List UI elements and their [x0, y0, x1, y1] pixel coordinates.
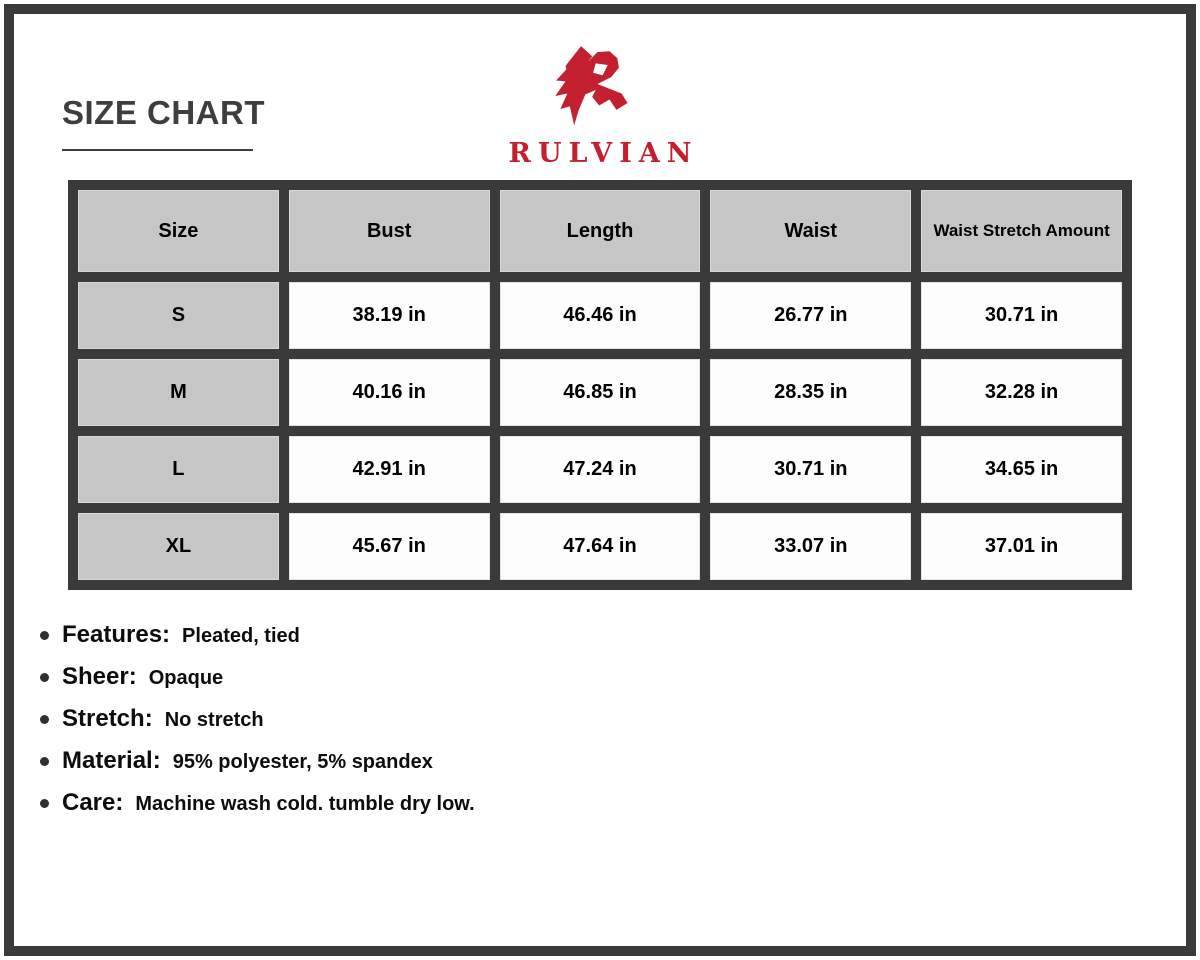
- measurement-cell: 46.46 in: [500, 282, 701, 349]
- table-row-s: [78, 282, 1122, 349]
- size-cell: XL: [78, 513, 279, 580]
- size-table-body: [78, 282, 1122, 580]
- measurement-cell: 30.71 in: [921, 282, 1122, 349]
- measurement-cell: 37.01 in: [921, 513, 1122, 580]
- detail-label: Sheer:: [62, 663, 137, 690]
- brand-logo: [0, 34, 1200, 169]
- page-title: SIZE CHART: [62, 94, 265, 131]
- bullet-icon: [40, 673, 49, 682]
- column-header-bust: Bust: [289, 190, 490, 272]
- detail-value: 95% polyester, 5% spandex: [172, 751, 433, 773]
- detail-item-care: [40, 788, 475, 819]
- bullet-icon: [40, 757, 49, 766]
- detail-label: Stretch:: [62, 705, 153, 732]
- measurement-cell: 47.64 in: [500, 513, 701, 580]
- measurement-cell: 30.71 in: [710, 436, 911, 503]
- column-header-waist: Waist: [710, 190, 911, 272]
- detail-value: No stretch: [164, 709, 264, 731]
- detail-item-sheer: [40, 662, 475, 693]
- measurement-cell: 26.77 in: [710, 282, 911, 349]
- measurement-cell: 38.19 in: [289, 282, 490, 349]
- header-row: [78, 190, 1122, 272]
- measurement-cell: 47.24 in: [500, 436, 701, 503]
- detail-label: Features:: [62, 621, 171, 648]
- table-row-m: [78, 359, 1122, 426]
- detail-item-material: [40, 746, 475, 777]
- brand-wordmark: RULVIAN: [508, 138, 699, 169]
- measurement-cell: 32.28 in: [921, 359, 1122, 426]
- column-header-length: Length: [500, 190, 701, 272]
- measurement-cell: 46.85 in: [500, 359, 701, 426]
- measurement-cell: 28.35 in: [710, 359, 911, 426]
- measurement-cell: 40.16 in: [289, 359, 490, 426]
- detail-value: Machine wash cold. tumble dry low.: [135, 793, 475, 815]
- measurement-cell: 34.65 in: [921, 436, 1122, 503]
- measurement-cell: 45.67 in: [289, 513, 490, 580]
- detail-value: Pleated, tied: [182, 625, 300, 647]
- detail-item-features: [40, 620, 475, 651]
- measurement-cell: 33.07 in: [710, 513, 911, 580]
- size-cell: M: [78, 359, 279, 426]
- detail-label: Material:: [62, 747, 161, 774]
- bullet-icon: [40, 799, 49, 808]
- product-details-list: [40, 620, 475, 830]
- bullet-icon: [40, 631, 49, 640]
- column-header-waist-stretch: Waist Stretch Amount: [921, 190, 1122, 272]
- size-table-header: [78, 190, 1122, 272]
- rulvian-r-monogram-icon: [544, 34, 656, 134]
- detail-label: Care:: [62, 789, 124, 816]
- detail-item-stretch: [40, 704, 475, 735]
- detail-value: Opaque: [148, 667, 224, 689]
- column-header-size: Size: [78, 190, 279, 272]
- size-table: [68, 180, 1132, 590]
- table-row-l: [78, 436, 1122, 503]
- size-cell: L: [78, 436, 279, 503]
- size-cell: S: [78, 282, 279, 349]
- bullet-icon: [40, 715, 49, 724]
- table-row-xl: [78, 513, 1122, 580]
- measurement-cell: 42.91 in: [289, 436, 490, 503]
